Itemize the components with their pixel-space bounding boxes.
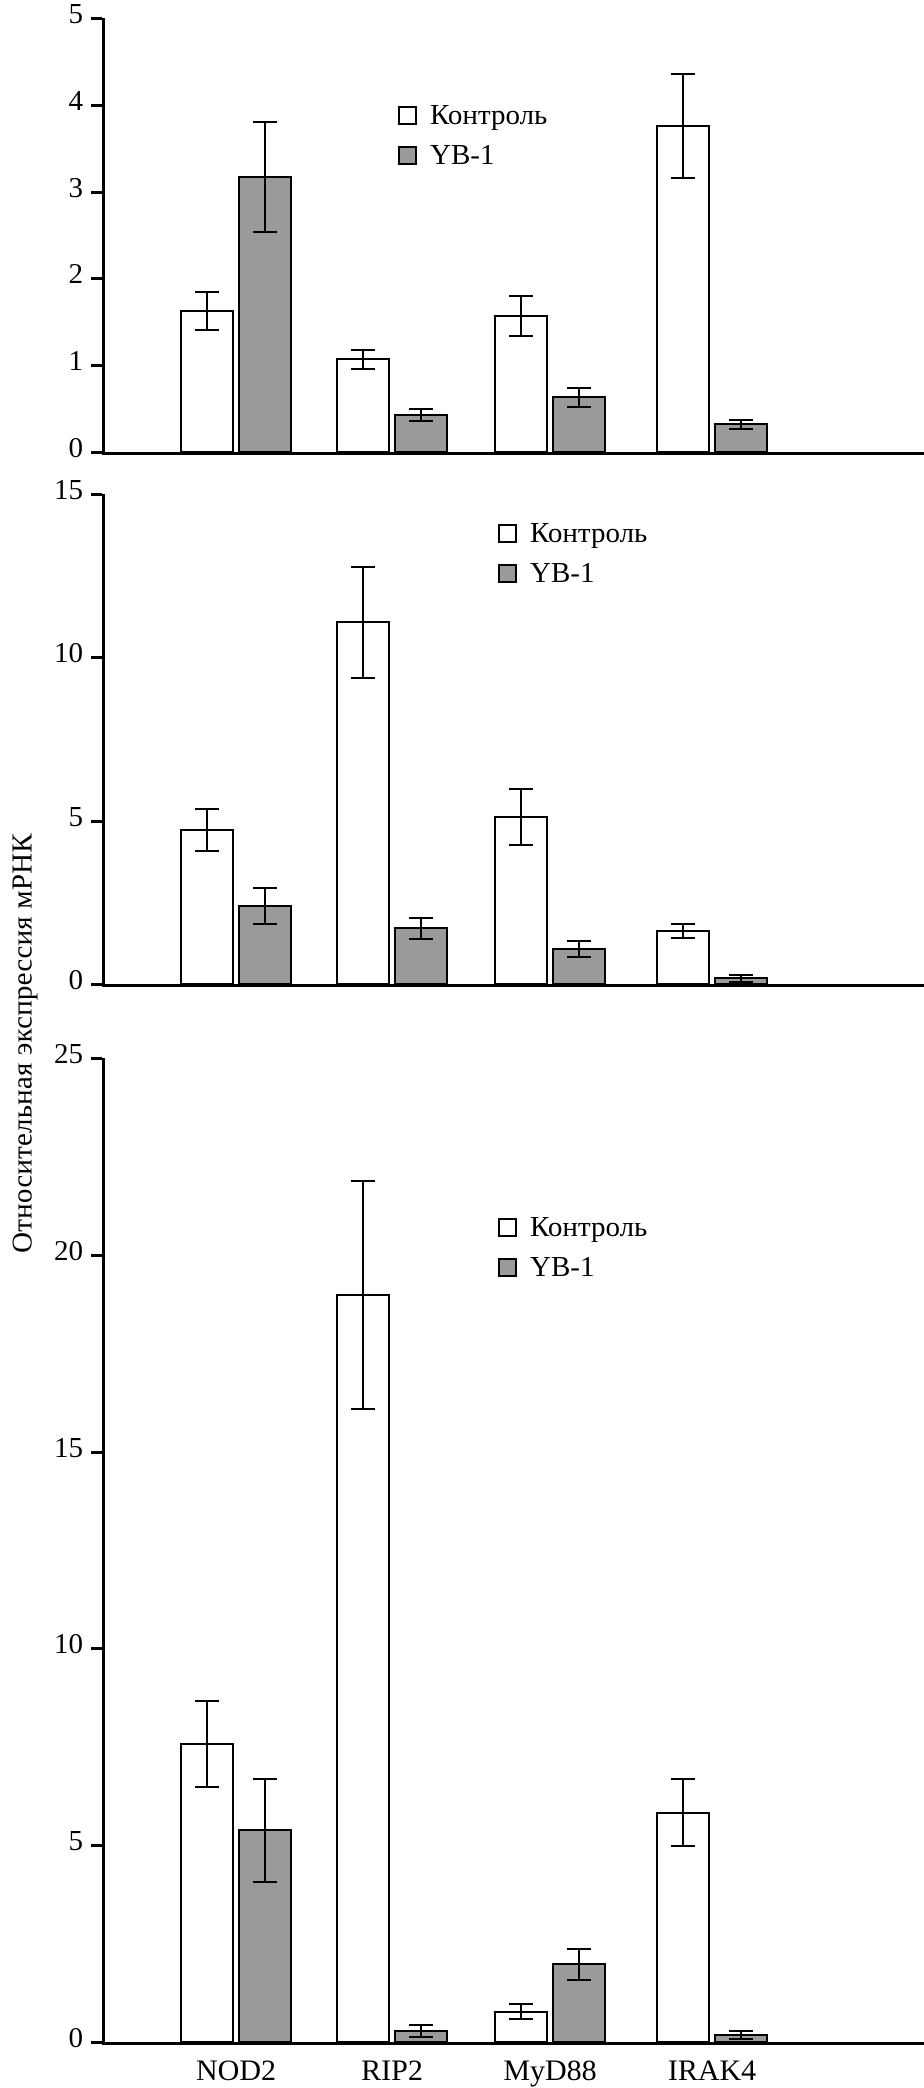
error-bar-cap [195, 1786, 219, 1788]
error-bar-cap [509, 295, 533, 297]
y-axis-tick-label: 2 [68, 258, 83, 291]
error-bar-cap [671, 923, 695, 925]
error-bar-cap [509, 2018, 533, 2020]
panel-a-plot [46, 0, 924, 468]
y-axis-tick [91, 1647, 102, 1650]
panel-c-plot [46, 1040, 924, 2086]
error-bar-cap [729, 2038, 753, 2040]
error-bar-cap [195, 808, 219, 810]
y-axis-tick-label: 0 [68, 964, 83, 996]
error-bar-line [578, 1948, 580, 1979]
error-bar-cap [195, 329, 219, 331]
error-bar-line [578, 940, 580, 956]
legend-label-control: Контроль [430, 98, 548, 131]
error-bar-cap [567, 1979, 591, 1981]
error-bar-cap [253, 231, 277, 233]
y-axis-tick-label: 10 [54, 1628, 83, 1661]
y-axis-label-container [0, 0, 46, 2086]
y-axis-tick-label: 25 [54, 1038, 83, 1070]
error-bar-line [520, 295, 522, 335]
error-bar-line [264, 1778, 266, 1880]
y-axis-tick [91, 493, 102, 496]
error-bar-cap [729, 974, 753, 976]
error-bar-cap [351, 1408, 375, 1410]
y-axis-line [102, 1058, 105, 2044]
error-bar-cap [509, 788, 533, 790]
error-bar-line [682, 73, 684, 177]
y-axis-tick [91, 1057, 102, 1060]
error-bar-cap [351, 349, 375, 351]
y-axis-tick [91, 656, 102, 659]
error-bar-line [264, 887, 266, 923]
error-bar-cap [567, 387, 591, 389]
error-bar-cap [409, 917, 433, 919]
error-bar-cap [351, 677, 375, 679]
bar-nod2-control [180, 829, 234, 985]
y-axis-tick [91, 983, 102, 986]
y-axis-tick [91, 2041, 102, 2044]
y-axis-tick [91, 1844, 102, 1847]
error-bar-cap [351, 1180, 375, 1182]
y-axis-tick-label: 15 [54, 474, 83, 507]
error-bar-line [520, 788, 522, 844]
error-bar-cap [195, 1700, 219, 1702]
error-bar-line [362, 349, 364, 368]
legend-swatch-yb1 [498, 1258, 517, 1277]
error-bar-cap [253, 923, 277, 925]
error-bar-line [578, 387, 580, 406]
y-axis-tick-label: 5 [68, 800, 83, 833]
error-bar-cap [729, 2030, 753, 2032]
error-bar-cap [253, 121, 277, 123]
error-bar-cap [253, 1881, 277, 1883]
y-axis-tick [91, 1451, 102, 1454]
x-axis-category-label: NOD2 [196, 2054, 276, 2087]
legend-item-yb1 [398, 140, 547, 170]
legend-label-yb1: YB-1 [530, 1250, 595, 1283]
error-bar-line [520, 2003, 522, 2019]
error-bar-cap [409, 938, 433, 940]
error-bar-line [682, 1778, 684, 1845]
error-bar-line [206, 1700, 208, 1787]
y-axis-tick-label: 5 [68, 1825, 83, 1858]
legend-label-yb1: YB-1 [530, 556, 595, 589]
panel-a [46, 0, 924, 468]
error-bar-cap [729, 419, 753, 421]
legend-label-yb1: YB-1 [430, 138, 495, 171]
legend-swatch-control [498, 524, 517, 543]
x-axis-category-label: RIP2 [361, 2054, 423, 2087]
y-axis-label: Относительная экспрессия мРНК [6, 833, 39, 1253]
error-bar-cap [409, 408, 433, 410]
panel-b [46, 476, 924, 996]
error-bar-cap [567, 1948, 591, 1950]
error-bar-cap [671, 73, 695, 75]
error-bar-cap [729, 428, 753, 430]
y-axis-tick-label: 0 [68, 2022, 83, 2054]
legend-swatch-control [498, 1218, 517, 1237]
y-axis-tick-label: 3 [68, 171, 83, 204]
error-bar-cap [351, 368, 375, 370]
error-bar-cap [509, 335, 533, 337]
y-axis-tick-label: 4 [68, 84, 83, 117]
legend-swatch-yb1 [398, 146, 417, 165]
error-bar-cap [567, 406, 591, 408]
error-bar-line [264, 121, 266, 230]
error-bar-cap [195, 291, 219, 293]
y-axis-tick [91, 364, 102, 367]
legend [498, 518, 647, 598]
y-axis-tick-label: 20 [54, 1234, 83, 1267]
legend-item-control [498, 518, 647, 548]
panel-b-plot [46, 476, 924, 996]
bar-nod2-control [180, 310, 234, 453]
x-axis-category-label: IRAK4 [667, 2054, 757, 2087]
error-bar-cap [253, 1778, 277, 1780]
y-axis-tick-label: 5 [68, 0, 83, 30]
error-bar-cap [567, 956, 591, 958]
error-bar-cap [509, 2003, 533, 2005]
legend-label-control: Контроль [530, 516, 648, 549]
y-axis-tick [91, 1254, 102, 1257]
error-bar-cap [409, 420, 433, 422]
error-bar-cap [671, 937, 695, 939]
legend [498, 1212, 647, 1292]
error-bar-cap [409, 2024, 433, 2026]
legend-label-control: Контроль [530, 1210, 648, 1243]
y-axis-tick [91, 17, 102, 20]
error-bar-cap [671, 1778, 695, 1780]
error-bar-cap [729, 981, 753, 983]
error-bar-line [206, 291, 208, 329]
error-bar-line [362, 566, 364, 677]
error-bar-line [682, 923, 684, 937]
x-axis-category-label: MyD88 [503, 2054, 597, 2087]
legend [398, 100, 547, 180]
y-axis-tick [91, 104, 102, 107]
y-axis-tick [91, 451, 102, 454]
error-bar-cap [195, 850, 219, 852]
y-axis-tick [91, 820, 102, 823]
panel-c [46, 1040, 924, 2086]
legend-item-yb1 [498, 1252, 647, 1282]
error-bar-cap [351, 566, 375, 568]
error-bar-cap [509, 844, 533, 846]
bar-rip2-control [336, 358, 390, 453]
legend-swatch-control [398, 106, 417, 125]
y-axis-tick [91, 191, 102, 194]
error-bar-line [206, 808, 208, 850]
y-axis-tick-label: 0 [68, 432, 83, 464]
legend-item-yb1 [498, 558, 647, 588]
error-bar-cap [567, 940, 591, 942]
error-bar-line [420, 917, 422, 939]
y-axis-tick [91, 277, 102, 280]
error-bar-cap [671, 1845, 695, 1847]
y-axis-line [102, 18, 105, 454]
legend-swatch-yb1 [498, 564, 517, 583]
y-axis-tick-label: 15 [54, 1431, 83, 1464]
y-axis-tick-label: 1 [68, 345, 83, 378]
y-axis-line [102, 494, 105, 986]
error-bar-line [362, 1180, 364, 1408]
y-axis-tick-label: 10 [54, 637, 83, 670]
legend-item-control [398, 100, 547, 130]
legend-item-control [498, 1212, 647, 1242]
error-bar-cap [253, 887, 277, 889]
error-bar-cap [409, 2036, 433, 2038]
error-bar-cap [671, 177, 695, 179]
